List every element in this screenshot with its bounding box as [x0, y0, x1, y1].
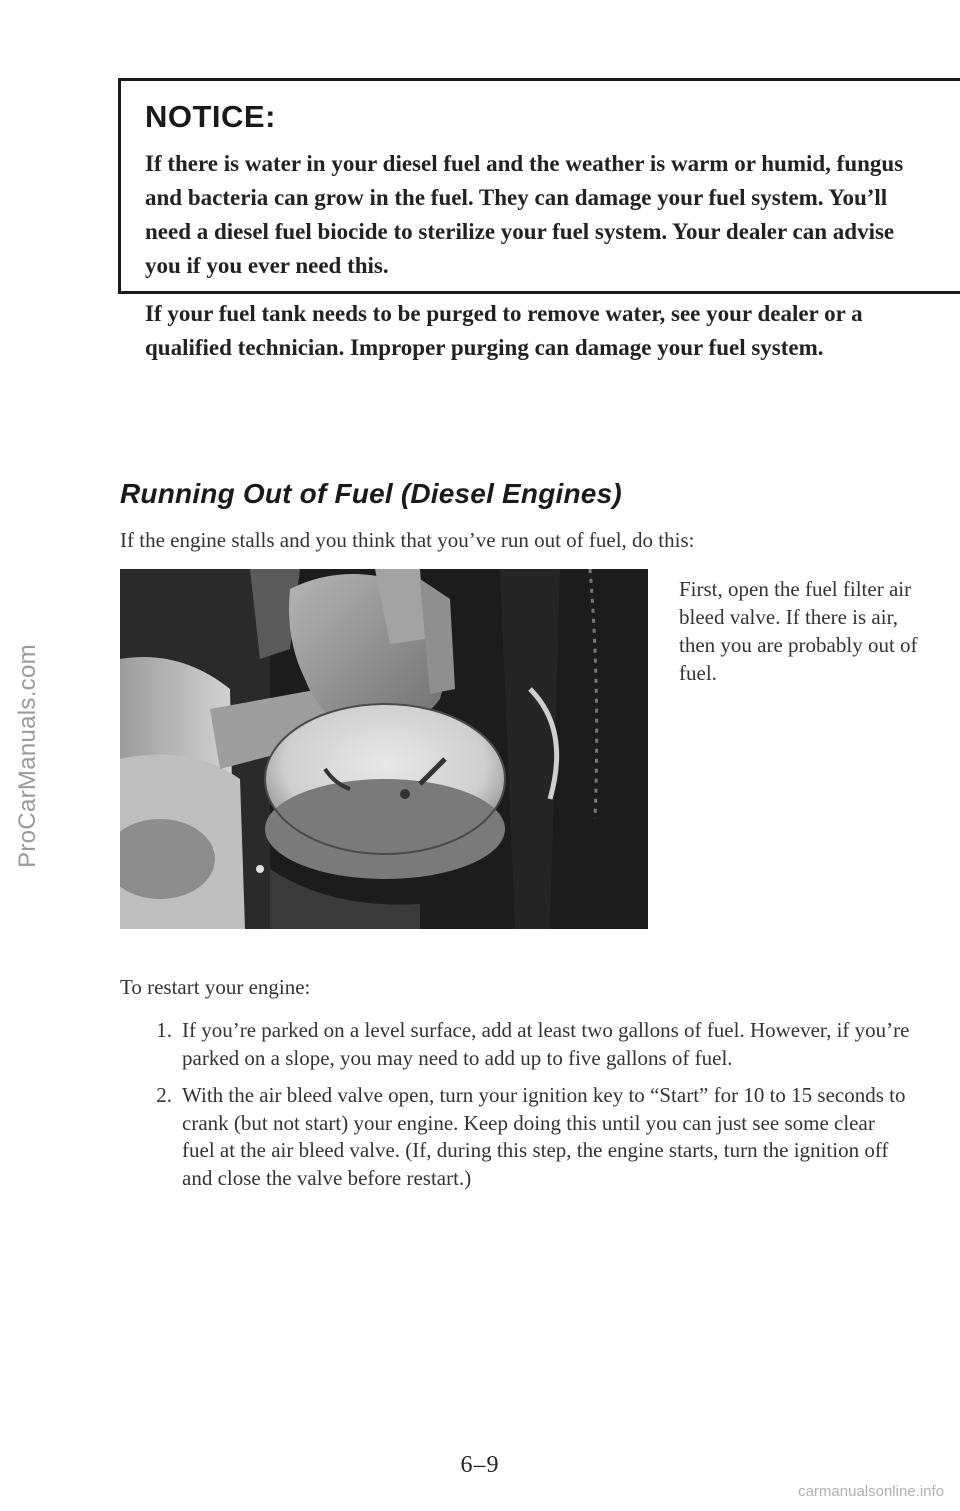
step-text: With the air bleed valve open, turn your ignition key to “Start” for 10 to 15 seconds to crank (but not start) your engine. Keep doing this until you can just see some clear fuel at the air bleed valve. (If, during this step, the engine starts, turn the ignition off and close the valve before restart.): [182, 1083, 906, 1190]
step-number: 1.: [156, 1018, 172, 1042]
step-number: 2.: [156, 1083, 172, 1107]
section-heading: Running Out of Fuel (Diesel Engines): [120, 478, 622, 509]
section-intro: If the engine stalls and you think that you’ve run out of fuel, do this:: [120, 528, 695, 552]
step-item: [120, 1082, 910, 1192]
photo-caption: First, open the fuel filter air bleed valve. If there is air, then you are probably out of fuel.: [679, 577, 918, 685]
step-item: [120, 1017, 910, 1072]
notice-title: NOTICE:: [145, 99, 276, 134]
page-number: 6–9: [460, 1452, 500, 1478]
bottom-watermark: carmanualsonline.info: [798, 1483, 944, 1500]
side-watermark: [8, 0, 48, 1511]
notice-paragraph: If your fuel tank needs to be purged to remove water, see your dealer or a qualified technician. Improper purging can damage your fuel system.: [145, 301, 863, 360]
notice-paragraph: If there is water in your diesel fuel and the weather is warm or humid, fungus and bacteria can grow in the fuel. They can damage your fuel system. You’ll need a diesel fuel biocide to sterilize your fuel system. Your dealer can advise you if you ever need this.: [145, 151, 904, 278]
side-watermark-text: ProCarManuals.com: [14, 643, 41, 868]
step-text: If you’re parked on a level surface, add at least two gallons of fuel. However, if you’re parked on a slope, you may need to add up to five gallons of fuel.: [182, 1018, 910, 1070]
restart-intro: To restart your engine:: [120, 975, 311, 999]
notice-box: [118, 78, 960, 360]
fuel-filter-photo: [120, 569, 648, 929]
restart-steps: [120, 1017, 910, 1202]
